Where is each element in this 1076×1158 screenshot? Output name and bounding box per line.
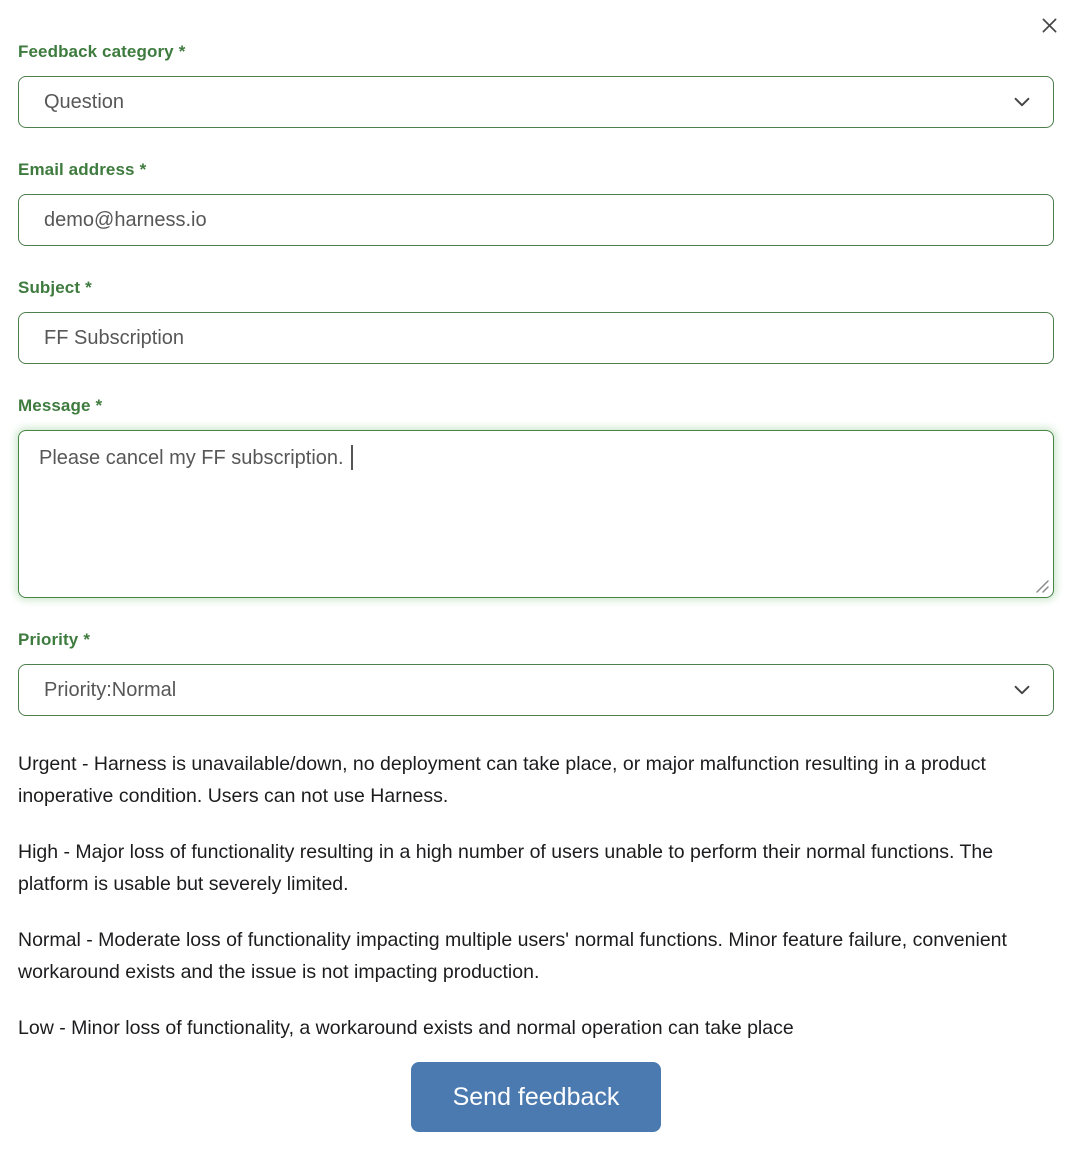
feedback-category-label [18,42,1054,61]
priority-description-urgent: Urgent - Harness is unavailable/down, no deployment can take place, or major malfunction resulting in a product inoperative condition. Users can not use Harness. [18,753,986,807]
send-feedback-button[interactable]: Send feedback [411,1062,661,1132]
email-input[interactable] [18,194,1054,246]
priority-label [18,630,1054,649]
priority-description-high: High - Major loss of functionality resulting in a high number of users unable to perform their normal functions. The platform is usable but severely limited. [18,841,994,895]
label-text: Message [18,396,91,415]
feedback-category-value: Question [44,90,125,113]
subject-label [18,278,1054,297]
field-message [18,396,1054,598]
field-email-address [18,160,1054,246]
required-asterisk: * [83,630,91,649]
priority-description-low: Low - Minor loss of functionality, a workaround exists and normal operation can take place [18,1017,794,1039]
message-textarea[interactable] [18,430,1054,598]
message-text: Please cancel my FF subscription. [39,447,344,469]
required-asterisk: * [139,160,147,179]
field-priority [18,630,1054,716]
required-asterisk: * [85,278,92,297]
close-button[interactable] [1037,13,1061,37]
feedback-category-select[interactable] [18,76,1054,128]
priority-description-normal: Normal - Moderate loss of functionality impacting multiple users' normal functions. Minor feature failure, convenient workaround exists and the issue is not impacting production. [18,929,1007,983]
text-caret [351,445,353,470]
email-address-label [18,160,1054,179]
label-text: Subject [18,278,81,297]
field-feedback-category [18,42,1054,128]
close-icon [1039,15,1060,36]
chevron-down-icon [1011,91,1033,113]
required-asterisk: * [95,396,103,415]
priority-help-text [18,748,1054,1044]
subject-input[interactable] [18,312,1054,364]
field-subject [18,278,1054,364]
message-label [18,396,1054,415]
label-text: Feedback category [18,42,174,61]
label-text: Priority [18,630,79,649]
chevron-down-icon [1011,679,1033,701]
label-text: Email address [18,160,135,179]
required-asterisk: * [178,42,186,61]
priority-value: Priority:Normal [44,678,177,701]
priority-select[interactable] [18,664,1054,716]
resize-handle-icon[interactable] [1035,579,1050,594]
